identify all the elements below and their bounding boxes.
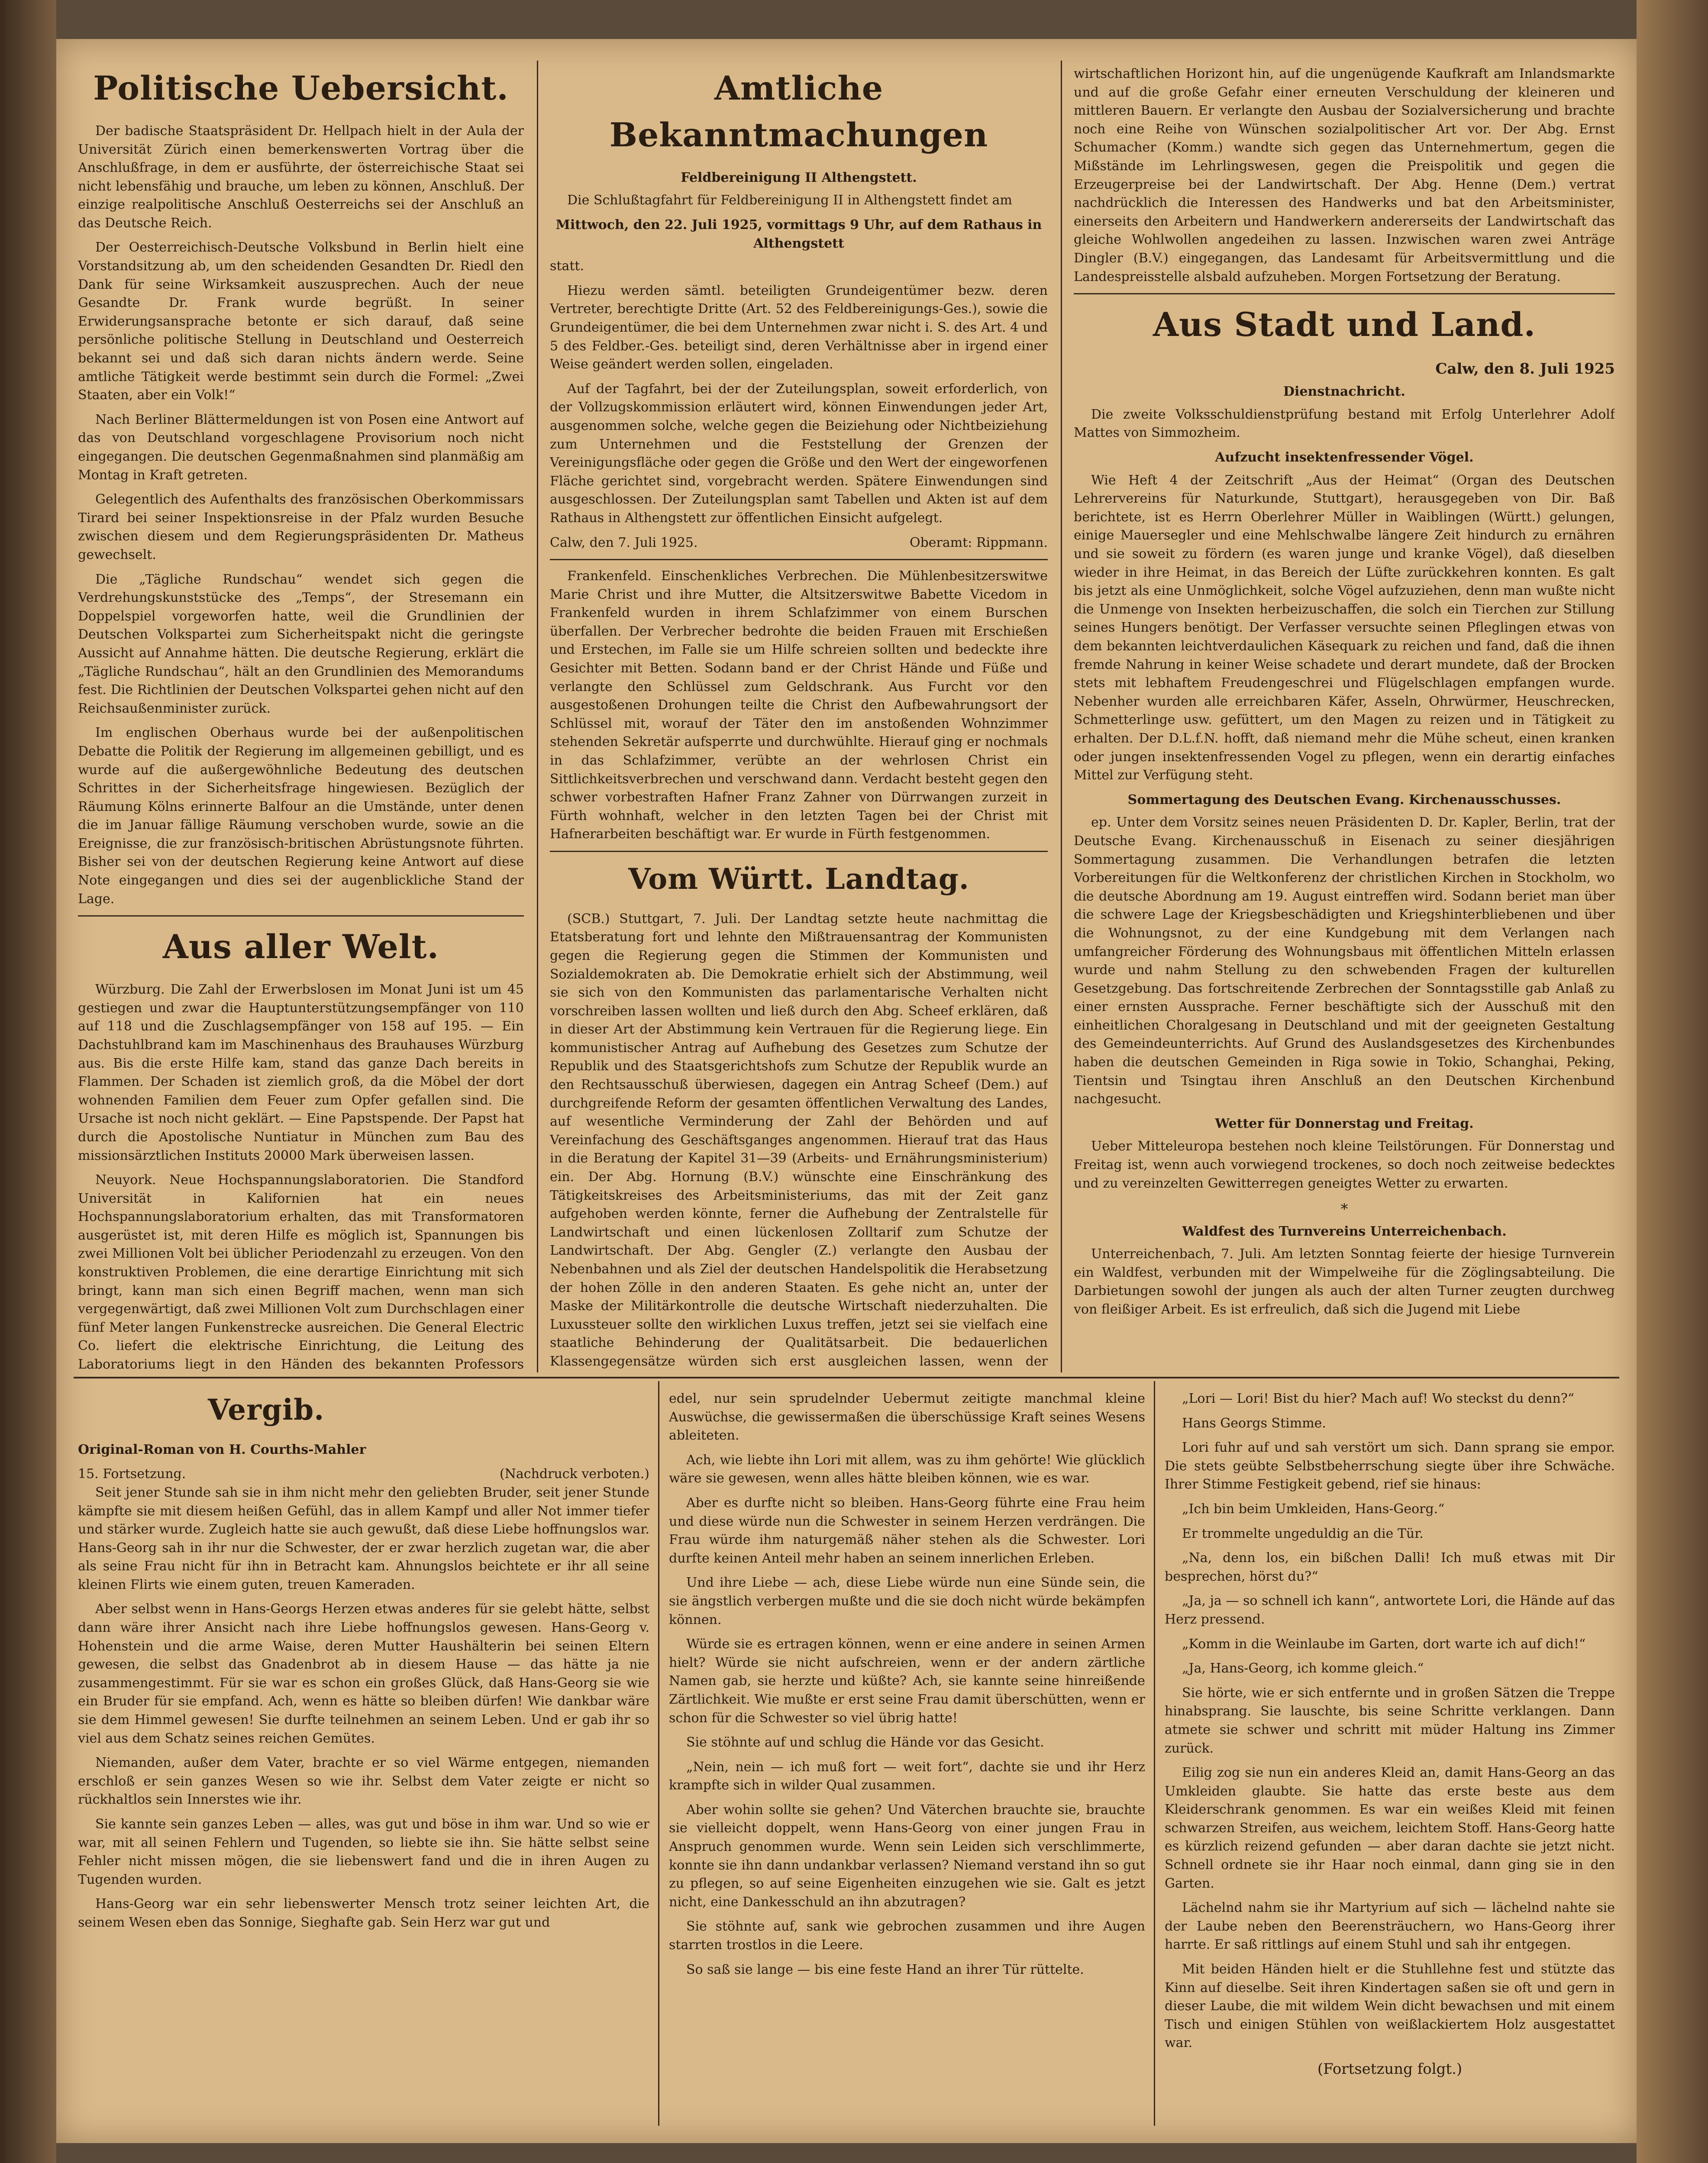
stadt-dateline: Calw, den 8. Juli 1925	[1435, 360, 1615, 378]
column-rule	[1061, 61, 1062, 1372]
amtlich-sign-left: Calw, den 7. Juli 1925.	[550, 535, 698, 550]
amtlich-subheading: Feldbereinigung II Althengstett.	[681, 170, 917, 185]
roman-paragraph: Hans-Georg war ein sehr liebenswerter Mensch trotz seiner leichten Art, die seinem Wesen eben das Sonnige, Sieghafte gab. Sein Herz war gut und	[78, 1896, 649, 1930]
roman-paragraph: „Ich bin beim Umkleiden, Hans-Georg.“	[1182, 1501, 1445, 1517]
stadt-subheading: Sommertagung des Deutschen Evang. Kirchenausschusses.	[1127, 792, 1561, 807]
amtlich-sign-right: Oberamt: Rippmann.	[909, 535, 1048, 550]
politik-paragraph: Der Oesterreichisch-Deutsche Volksbund in Berlin hielt eine Vorstandsitzung ab, um den scheidenden Gesandten Dr. Riedl den Dank für seine Wirksamkeit auszusprechen. Auch der neue Gesandte Dr. Frank wurde begrüßt. In seiner Erwiderungsansprache betonte er sich darauf, daß seine persönliche politische Stellung in Deutschland und Oesterreich bekannt sei und daß sich daran nichts ändern werde. Seine amtliche Tätigkeit werde bestimmt sein durch die Formel: „Zwei Staaten, aber ein Volk!“	[78, 240, 524, 403]
roman-paragraph: Aber wohin sollte sie gehen? Und Väterchen brauchte sie, brauchte sie vielleicht doppelt, wenn Hans-Georg von einer jungen Frau in Anspruch genommen wurde. Wenn sein Leiden sich verschlimmerte, konnte sie ihn dann undankbar verlassen? Niemand verstand ihn so gut zu pflegen, so auf seine Eigenheiten einzugehen wie sie. Galt es jetzt nicht, eine Dankesschuld an ihn abzutragen?	[669, 1802, 1145, 1910]
stadt-heading: Aus Stadt und Land.	[1153, 305, 1536, 344]
feuilleton-rule	[74, 1377, 1619, 1379]
stadt-subheading: Dienstnachricht.	[1283, 384, 1405, 400]
stadt-subheading: Wetter für Donnerstag und Freitag.	[1215, 1116, 1474, 1131]
roman-paragraph: „Ja, Hans-Georg, ich komme gleich.“	[1182, 1661, 1424, 1676]
roman-meta	[78, 1465, 649, 1484]
landtag-heading: Vom Württ. Landtag.	[628, 862, 969, 896]
roman-paragraph: Eilig zog sie nun ein anderes Kleid an, damit Hans-Georg an das Umkleiden glaubte. Sie hatte das erste beste aus dem Kleiderschrank genommen. Es war ein weißes Kleid mit feinen schwarzen Streifen, aus weichem, leichtem Stoff. Hans-Georg hatte es kürzlich reizend gefunden — aber daran dachte sie jetzt nicht. Schnell ordnete sie ihr Haar noch einmal, dann ging sie in den Garten.	[1165, 1765, 1615, 1891]
stadt-paragraph: Wie Heft 4 der Zeitschrift „Aus der Heimat“ (Organ des Deutschen Lehrervereins für Naturkunde, Stuttgart), herausgegeben von Dir. Baß berichtete, ist es Herrn Oberlehrer Müller in Waiblingen (Württ.) gelungen, einige Mauersegler und eine Mehlschwalbe längere Zeit hindurch zu ernähren und sie soweit zu fördern (es waren junge und kranke Vögel), daß dieselben wieder in ihre Heimat, in das Bereich der Lüfte zurückkehren konnten. Es galt bis jetzt als eine Unmöglichkeit, solche Vögel aufzuziehen, denn man wußte nicht die Unmenge von Insekten herbeizuschaffen, die solch ein Tierchen zur Stillung seines Hungers benötigt. Der Verfasser versuchte seinen Pfleglingen etwas von dem bekannten leichtverdaulichen Käsequark zu reichen und fand, daß die ihnen fremde Nahrung in keiner Weise schadete und derart mundete, daß der Brocken stets mit lebhaftem Freudengeschrei und Flügelschlagen empfangen wurde. Nebenher wurden alle erreichbaren Käfer, Asseln, Ohrwürmer, Heuschrecken, Schmetterlinge usw. gefüttert, um den Magen zu reizen und in Tätigkeit zu erhalten. Der D.L.f.N. hofft, daß niemand mehr die Mühe scheut, einen kranken oder jungen insektenfressenden Vogel zu pflegen, wenn ein derartig einfaches Mittel zur Verfügung steht.	[1074, 472, 1615, 783]
landtag-paragraph: (SCB.) Stuttgart, 7. Juli. Der Landtag setzte heute nachmittag die Etatsberatung fort und lehnte den Mißtrauensantrag der Kommunisten gegen die Regierung gegen die Stimmen der Kommunisten und Sozialdemokraten ab. Die Demokratie erhielt sich der Abstimmung, weil sie sich von den Kommunisten das parlamentarische Verhalten nicht vorschreiben lassen wollten und ließ durch den Abg. Scheef erklären, daß in dieser Art der Abstimmung kein Vertrauen für die Regierung liege. Ein kommunistischer Antrag auf Aufhebung des Gesetzes zum Schutze der Republik und des Staatsgerichtshofs zum Schutze der Republik wurde an den Rechtsausschuß überwiesen, dagegen ein Antrag Scheef (Dem.) auf durchgreifende Reform der gesamten öffentlichen Verwaltung des Landes, auf wesentliche Verminderung der Zahl der Behörden und auf Vereinfachung des Geschäftsganges angenommen. Hierauf trat das Haus in die Beratung der Kapitel 31—39 (Arbeits- und Ernährungsministerium) ein. Der Abg. Hornung (B.V.) wünschte eine Einschränkung des Tätigkeitskreises des Arbeitsministeriums, das mit der Zeit ganz aufgehoben werden könnte, ferner die Aufhebung der Zentralstelle für Landwirtschaft und einen lückenlosen Zolltarif zum Schutze der Landwirtschaft. Der Abg. Gengler (Z.) verlangte den Ausbau der Nebenbahnen und als Ziel der deutschen Handelspolitik die Herabsetzung der hohen Zölle in den anderen Staaten. Es gehe nicht an, unter der Maske der Militärkontrolle die deutsche Wirtschaft niederzuhalten. Die Luxussteuer sollte den wirklichen Luxus treffen, jetzt sei sie vielfach eine staatliche Behinderung der Qualitätsarbeit. Die bedauerlichen Klassengegensätze würden sich erst ausgleichen lassen, wenn der	[550, 911, 1048, 1369]
amtlich-date: Mittwoch, den 22. Juli 1925, vormittags 9 Uhr, auf dem Rathaus in Althengstett	[555, 217, 1042, 251]
politik-heading: Politische Uebersicht.	[93, 69, 509, 107]
amtlich-paragraph: statt.	[550, 258, 584, 274]
roman-heading: Vergib.	[208, 1393, 325, 1427]
roman-paragraph: Sie stöhnte auf und schlug die Hände vor das Gesicht.	[686, 1735, 1044, 1750]
roman-nachdruck: (Nachdruck verboten.)	[499, 1466, 649, 1482]
roman-column-2	[669, 1390, 1145, 2126]
stadt-subheading: Waldfest des Turnvereins Unterreichenbach.	[1182, 1224, 1507, 1239]
welt-paragraph: Würzburg. Die Zahl der Erwerbslosen im Monat Juni ist um 45 gestiegen und zwar die Hauptunterstützungsempfänger von 110 auf 118 und die Zuschlagsempfänger von 158 auf 195. — Ein Dachstuhlbrand kam im Maschinenhaus des Brauhauses Würzburg aus. Bis die erste Hilfe kam, stand das ganze Dach bereits in Flammen. Der Schaden ist ziemlich groß, da die Möbel der dort wohnenden Familien dem Feuer zum Opfer gefallen sind. Die Ursache ist noch nicht geklärt. — Eine Papstspende. Der Papst hat durch die Apostolische Nuntiatur in München zum Bau des missionsärztlichen Instituts 20000 Mark überweisen lassen.	[78, 982, 524, 1163]
stadt-paragraph: Unterreichenbach, 7. Juli. Am letzten Sonntag feierte der hiesige Turnverein ein Waldfest, verbunden mit der Wimpelweihe für die Zöglingsabteilung. Die Darbietungen sowohl der jungen als auch der alten Turner zeugten durchweg von fleißiger Arbeit. Es ist erfreulich, daß sich die Jugend mit Liebe	[1074, 1246, 1615, 1317]
divider	[78, 915, 524, 917]
politik-paragraph: Im englischen Oberhaus wurde bei der außenpolitischen Debatte die Politik der Regierung im allgemeinen gebilligt, und es wurde auf die außergewöhnliche Bedeutung des deutschen Schrittes in der Sicherheitsfrage hingewiesen. Bezüglich der Räumung Kölns erinnerte Balfour an die Umstände, unter denen die im Januar fällige Räumung verschoben wurde, sowie an die Ereignisse, die zur französisch-britischen Abrüstungsnote führten. Bisher sei von der deutschen Regierung keine Antwort auf diese Note eingegangen und dies sei der augenblickliche Stand der Lage.	[78, 725, 524, 907]
divider	[550, 559, 1048, 560]
roman-fortsetzung: 15. Fortsetzung.	[78, 1466, 186, 1482]
welt-paragraph: Neuyork. Neue Hochspannungslaboratorien. Die Standford Universität in Kalifornien hat ein neues Hochspannungslaboratorium erhalten, das mit Transformatoren ausgerüstet ist, mit deren Hilfe es möglich ist, Spannungen bis zwei Millionen Volt bei üblicher Periodenzahl zu erzeugen. Von den konstruktiven Problemen, die eine derartige Einrichtung mit sich bringt, kann man sich einen Begriff machen, wenn man sich vergegenwärtigt, daß zwei Millionen Volt zum Durchschlagen einer fünf Meter langen Funkenstrecke ausreichen. Die General Electric Co. liefert die elektrische Einrichtung, die Leitung des Laboratoriums liegt in den Händen des bekannten Professors	[78, 1172, 524, 1372]
amtlich-paragraph: Die Schlußtagfahrt für Feldbereinigung II in Althengstett findet am	[567, 193, 1012, 208]
politik-paragraph: Der badische Staatspräsident Dr. Hellpach hielt in der Aula der Universität Zürich einen bemerkenswerten Vortrag über die Anschlußfrage, in dem er ausführte, der österreichische Staat sei nicht lebensfähig und brauche, um leben zu können, Anschluß. Der einzige realpolitische Anschluß Oesterreichs sei der Anschluß an das Deutsche Reich.	[78, 123, 524, 231]
roman-paragraph: Er trommelte ungeduldig an die Tür.	[1182, 1526, 1424, 1541]
roman-paragraph: Würde sie es ertragen können, wenn er eine andere in seinen Armen hielt? Würde sie nicht aufschreien, wenn er der andern zärtliche Namen gab, sie herzte und küßte? Ach, sie kannte seine hinreißende Zärtlichkeit. Wie mußte er erst seine Frau damit überschütten, wenn er schon für die Schwester so viel übrig hatte!	[669, 1637, 1145, 1726]
roman-paragraph: Und ihre Liebe — ach, diese Liebe würde nun eine Sünde sein, die sie ängstlich verbergen mußte und die sie doch nicht würde bekämpfen können.	[669, 1575, 1145, 1627]
politik-paragraph: Gelegentlich des Aufenthalts des französischen Oberkommissars Tirard bei seiner Inspektionsreise in der Pfalz wurden Besuche zwischen diesem und dem Regierungspräsidenten Dr. Matheus gewechselt.	[78, 492, 524, 562]
divider	[550, 851, 1048, 852]
amtlich-heading: Amtliche Bekanntmachungen	[609, 69, 988, 154]
stadt-subheading: Aufzucht insektenfressender Vögel.	[1215, 450, 1474, 465]
roman-paragraph: „Ja, ja — so schnell ich kann“, antwortete Lori, die Hände auf das Herz pressend.	[1165, 1593, 1615, 1627]
column-rule	[658, 1381, 659, 2126]
roman-paragraph: Lächelnd nahm sie ihr Martyrium auf sich — lächelnd nahte sie der Laube neben den Beerensträuchern, wo Hans-Georg ihrer harrte. Er saß rittlings auf einem Stuhl und sah ihr entgegen.	[1165, 1900, 1615, 1953]
roman-column-3	[1165, 1390, 1615, 2126]
stadt-paragraph: Ueber Mitteleuropa bestehen noch kleine Teilstörungen. Für Donnerstag und Freitag ist, wenn auch vorwiegend trockenes, so doch noch zeitweise bedecktes und zu vereinzelten Gewitterregen geneigtes Wetter zu erwarten.	[1074, 1139, 1615, 1191]
amtlich-paragraph: Auf der Tagfahrt, bei der der Zuteilungsplan, soweit erforderlich, von der Vollzugskommission erläutert wird, können Einwendungen jeder Art, ausgenommen solche, welche gegen die Beiziehung oder Nichtbeiziehung zum Unternehmen und die Feststellung der Grenzen der Vereinigungsfläche oder gegen die Größe und den Wert der eingeworfenen Fläche gerichtet sind, vorgebracht werden. Spätere Einwendungen sind ausgeschlossen. Der Zuteilungsplan samt Tabellen und Akten ist auf dem Rathaus in Althengstett zur öffentlichen Einsicht aufgelegt.	[550, 381, 1048, 526]
roman-paragraph: „Na, denn los, ein bißchen Dalli! Ich muß etwas mit Dir besprechen, hörst du?“	[1165, 1550, 1615, 1584]
column-rule	[537, 61, 538, 1372]
column-politik-welt	[78, 65, 524, 1372]
roman-paragraph: Sie stöhnte auf, sank wie gebrochen zusammen und ihre Augen starrten trostlos in die Leere.	[669, 1919, 1145, 1953]
stadt-paragraph: ep. Unter dem Vorsitz seines neuen Präsidenten D. Dr. Kapler, Berlin, trat der Deutsche Evang. Kirchenausschuß in Eisenach zu seiner diesjährigen Sommertagung zusammen. Die Verhandlungen betrafen die letzten Vorbereitungen für die Weltkonferenz der christlichen Kirchen in Stockholm, wo die deutsche Abordnung am 19. August eintreffen wird. Sodann beriet man über die schwere Lage der Kriegsbeschädigten und Kriegshinterbliebenen und über die Wohnungsnot, zu der eine Kundgebung mit dem Verlangen nach umfangreicher Förderung des Wohnungsbaus mit öffentlichen Mitteln erlassen wurde und nahm Stellung zu den schwebenden Fragen der kulturellen Gesetzgebung. Das fortschreitende Zerbrechen der Sonntagsstille gab Anlaß zu einer ernsten Aussprache. Ferner beschäftigte sich der Ausschuß mit den einheitlichen Choralgesang in Deutschland und mit der geeigneten Gestaltung des Gemeindeunterrichts. Auf Grund des Auslandsgesetzes des Kirchenbundes haben die deutschen Gemeinden in Riga sowie in Tokio, Schanghai, Peking, Tientsin und Tsingtau ihren Anschluß an den Deutschen Kirchenbund nachgesucht.	[1074, 815, 1615, 1107]
roman-column-1	[78, 1390, 649, 2126]
book-binding-left	[0, 0, 56, 2163]
roman-paragraph: Aber selbst wenn in Hans-Georgs Herzen etwas anderes für sie gelebt hätte, selbst dann wäre ihrer Ansicht nach ihre Liebe hoffnungslos gewesen. Hans-Georg v. Hohenstein und die arme Waise, deren Mutter Haushälterin bei seinen Eltern gewesen, die selbst das Gnadenbrot ab in diesem Hause — das hätte ja nie zusammengestimmt. Für sie war es schon ein großes Glück, daß Hans-Georg sie wie ein Bruder für sie empfand. Ach, wenn es hätte so bleiben dürfen! Wie dankbar wäre sie dem Himmel gewesen! Sie durfte teilnehmen an seinem Leben. Und er gab ihr so viel aus dem Schatz seines reichen Gemütes.	[78, 1601, 649, 1746]
politik-paragraph: Die „Tägliche Rundschau“ wendet sich gegen die Verdrehungskunststücke des „Temps“, der Stresemann ein Doppelspiel vorgeworfen hatte, weil die Grundlinien der Deutschen Volkspartei zum Sicherheitspakt nicht die geringste Aussicht auf Annahme hätten. Die deutsche Regierung, erklärt die „Tägliche Rundschau“, hält an den Grundlinien des Memorandums fest. Die Richtlinien der Deutschen Volkspartei gehen nicht auf den Reichsaußenminister zurück.	[78, 571, 524, 716]
stadt-paragraph: Die zweite Volksschuldienstprüfung bestand mit Erfolg Unterlehrer Adolf Mattes von Simmozheim.	[1074, 407, 1615, 441]
roman-paragraph: „Komm in die Weinlaube im Garten, dort warte ich auf dich!“	[1182, 1636, 1586, 1652]
roman-byline: Original-Roman von H. Courths-Mahler	[78, 1442, 366, 1457]
roman-paragraph: edel, nur sein sprudelnder Uebermut zeitigte manchmal kleine Auswüchse, die gewissermaßen die überschüssige Kraft seines Wesens ableiteten.	[669, 1391, 1145, 1443]
roman-paragraph: „Lori — Lori! Bist du hier? Mach auf! Wo steckst du denn?“	[1182, 1391, 1575, 1406]
roman-paragraph: Hans Georgs Stimme.	[1182, 1415, 1326, 1431]
frankenfeld-paragraph: Frankenfeld. Einschenkliches Verbrechen. Die Mühlenbesitzerswitwe Marie Christ und ihre Mutter, die Altsitzerswitwe Babette Vicedom in Frankenfeld wurden in ihrem Schlafzimmer von einem Burschen überfallen. Der Verbrecher bedrohte die beiden Frauen mit Erschießen und Erstechen, im Falle sie um Hilfe schreien sollten und bedeckte ihre Gesichter mit Betten. Sodann band er der Christ Hände und Füße und verlangte den Schlüssel zum Geldschrank. Aus Furcht vor den ausgestoßenen Drohungen teilte die Christ den Aufbewahrungsort der Schlüssel mit, worauf der Täter den im anstoßenden Wohnzimmer stehenden Sekretär aufsperrte und durchwühlte. Hierauf ging er nochmals in das Schlafzimmer, verübte an der wehrlosen Christ ein Sittlichkeitsverbrechen und verschwand dann. Verdacht besteht gegen den schwer vorbestraften Hafner Franz Zahner von Dürrwangen zurzeit in Fürth wohnhaft, welcher in den letzten Tagen bei der Christ mit Hafnerarbeiten beschäftigt war. Er wurde in Fürth festgenommen.	[550, 568, 1048, 842]
amtlich-signature	[550, 534, 1048, 552]
newspaper-page	[56, 39, 1637, 2143]
column-rule	[1154, 1381, 1155, 2126]
divider	[1074, 293, 1615, 294]
amtlich-paragraph: Hiezu werden sämtl. beteiligten Grundeigentümer bezw. deren Vertreter, berechtigte Dritte (Art. 52 des Feldbereinigungs-Ges.), sowie die Grundeigentümer, die bei dem Unternehmen zwar nicht i. S. des Art. 4 und 5 des Feldber.-Ges. beteiligt sind, deren Verhältnisse aber in irgend einer Weise geändert werden sollen, eingeladen.	[550, 283, 1048, 372]
roman-paragraph: Sie kannte sein ganzes Leben — alles, was gut und böse in ihm war. Und so wie er war, mit all seinen Fehlern und Tugenden, so liebte sie ihn. Sie hätte selbst seine Fehler nicht missen mögen, die sie liebenswert fand und die in ihren Augen zu Tugenden wurden.	[78, 1817, 649, 1887]
column-amtlich-landtag	[550, 65, 1048, 1372]
column-stadt-land	[1074, 65, 1615, 1372]
roman-paragraph: So saß sie lange — bis eine feste Hand an ihrer Tür rüttelte.	[686, 1962, 1084, 1977]
roman-paragraph: Lori fuhr auf und sah verstört um sich. Dann sprang sie empor. Die stets geübte Selbstbeherrschung siegte über ihre Schwäche. Ihrer Stimme Festigkeit gebend, rief sie hinaus:	[1165, 1440, 1615, 1492]
roman-fortsetzung-folgt: (Fortsetzung folgt.)	[1317, 2060, 1463, 2078]
politik-paragraph: Nach Berliner Blättermeldungen ist von Posen eine Antwort auf das von Deutschland vorgeschlagene Provisorium noch nicht eingegangen. Die deutschen Gegenmaßnahmen sind planmäßig am Montag in Kraft getreten.	[78, 412, 524, 483]
book-binding-right	[1637, 0, 1708, 2163]
landtag-continuation: wirtschaftlichen Horizont hin, auf die ungenügende Kaufkraft am Inlandsmarkte und auf die große Gefahr einer erneuten Verschuldung der kleineren und mittleren Bauern. Er verlangte den Ausbau der Sozialversicherung und brachte noch eine Reihe von Wünschen sozialpolitischer Art vor. Der Abg. Ernst Schumacher (Komm.) wandte sich gegen das Unternehmertum, gegen die Mißstände im Lehrlingswesen, gegen die Preispolitik und gegen die Erzeugerpreise bei der Landwirtschaft. Der Abg. Henne (Dem.) vertrat nachdrücklich die Interessen des Handwerks und bat den Arbeitsminister, einerseits den Arbeitern und Handwerkern andererseits der Landwirtschaft das gleiche Wohlwollen angedeihen zu lassen. Inzwischen waren zwei Anträge Dingler (B.V.) eingegangen, das Landesamt für Arbeitsvermittlung und die Landespreisstelle alsbald aufzuheben. Morgen Fortsetzung der Beratung.	[1074, 66, 1615, 284]
roman-paragraph: Seit jener Stunde sah sie in ihm nicht mehr den geliebten Bruder, seit jener Stunde kämpfte sie mit diesem heißen Gefühl, das in allem Kampf und aller Not immer tiefer und stärker wurde. Zugleich hatte sie auch gewußt, daß diese Liebe hoffnungslos war. Hans-Georg sah in ihr nur die Schwester, der er zwar herzlich zugetan war, die aber als seine Frau nicht für ihn in Betracht kam. Ahnungslos beichtete er ihr all seine kleinen Flirts wie einem guten, treuen Kameraden.	[78, 1485, 649, 1592]
roman-paragraph: Aber es durfte nicht so bleiben. Hans-Georg führte eine Frau heim und diese würde nun die Schwester in seinem Herzen verdrängen. Die Frau würde ihm naturgemäß näher stehen als die Schwester. Lori durfte keinen Anteil mehr haben an seinem innerlichen Erleben.	[669, 1495, 1145, 1566]
roman-paragraph: „Nein, nein — ich muß fort — weit fort“, dachte sie und ihr Herz krampfte sich in wilder Qual zusammen.	[669, 1759, 1145, 1793]
roman-paragraph: Sie hörte, wie er sich entfernte und in großen Sätzen die Treppe hinabsprang. Sie lauschte, bis seine Schritte verklangen. Dann atmete sie schwer und schritt mit müder Haltung ins Zimmer zurück.	[1165, 1685, 1615, 1756]
roman-paragraph: Mit beiden Händen hielt er die Stuhllehne fest und stützte das Kinn auf dieselbe. Seit ihren Kindertagen saßen sie oft und gern in dieser Laube, die mit wildem Wein dicht bewachsen und mit einem Tisch und einigen Stühlen von weißlackiertem Holz ausgestattet war.	[1165, 1962, 1615, 2051]
welt-heading: Aus aller Welt.	[162, 927, 439, 966]
section-star: *	[1340, 1201, 1348, 1218]
roman-paragraph: Ach, wie liebte ihn Lori mit allem, was zu ihm gehörte! Wie glücklich wäre sie gewesen, wenn alles hätte bleiben können, wie es war.	[669, 1452, 1145, 1486]
roman-paragraph: Niemanden, außer dem Vater, brachte er so viel Wärme entgegen, niemanden erschloß er sein ganzes Wesen so wie ihr. Selbst dem Vater zeigte er nicht so rückhaltlos sein Innerstes wie ihr.	[78, 1755, 649, 1808]
